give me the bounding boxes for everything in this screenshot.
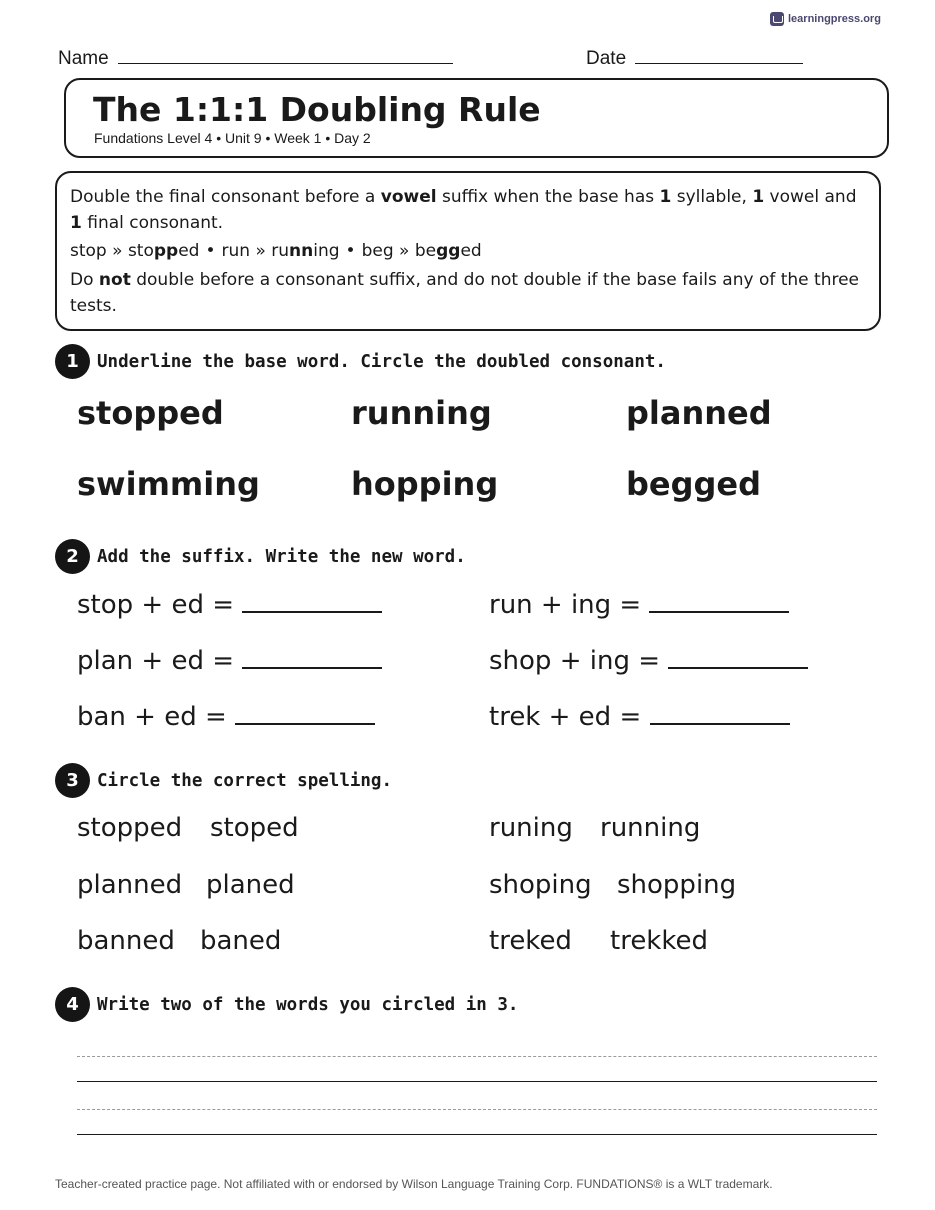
brand-name: learningpress.org (788, 13, 881, 25)
suffix-task: ban + ed = (77, 702, 375, 732)
date-label: Date (586, 48, 627, 69)
page-subtitle: Fundations Level 4 • Unit 9 • Week 1 • Day 2 (94, 130, 371, 146)
section-2-heading (55, 539, 466, 574)
title-box (64, 78, 889, 158)
answer-blank[interactable] (649, 591, 789, 613)
word-planned[interactable]: planned (626, 394, 772, 432)
spelling-option[interactable]: planed (206, 870, 295, 900)
section-4-instruction: Write two of the words you circled in 3. (97, 994, 519, 1015)
spelling-option[interactable]: baned (200, 926, 282, 956)
answer-blank[interactable] (235, 703, 375, 725)
spelling-option[interactable]: banned (77, 926, 175, 956)
suffix-task: shop + ing = (489, 646, 808, 676)
writing-guide-dashed (77, 1056, 877, 1057)
section-1-number: 1 (55, 344, 90, 379)
rule-box (55, 171, 881, 331)
section-3-number: 3 (55, 763, 90, 798)
brand-logo (770, 12, 881, 26)
section-2-number: 2 (55, 539, 90, 574)
section-3-heading (55, 763, 392, 798)
answer-blank[interactable] (668, 647, 808, 669)
suffix-task: plan + ed = (77, 646, 382, 676)
word-begged[interactable]: begged (626, 465, 762, 503)
answer-blank[interactable] (650, 703, 790, 725)
spelling-option[interactable]: runing (489, 813, 573, 843)
footer-disclaimer: Teacher-created practice page. Not affiliated with or endorsed by Wilson Language Training Corp. FUNDATIONS® is a WLT trademark. (55, 1177, 773, 1191)
rule-line-3: Do not double before a consonant suffix, and do not double if the base fails any of the three tests. (70, 270, 860, 316)
rule-line-1: Double the final consonant before a vowel suffix when the base has 1 syllable, 1 vowel and 1 final consonant. (70, 187, 857, 233)
writing-line[interactable] (77, 1081, 877, 1082)
section-1-heading (55, 344, 666, 379)
word-running[interactable]: running (351, 394, 492, 432)
example-run: run » running (221, 241, 340, 261)
page-title: The 1:1:1 Doubling Rule (93, 90, 541, 129)
section-4-number: 4 (55, 987, 90, 1022)
spelling-option[interactable]: shopping (617, 870, 737, 900)
spelling-option[interactable]: trekked (610, 926, 708, 956)
date-line[interactable] (635, 46, 803, 64)
answer-blank[interactable] (242, 591, 382, 613)
spelling-option[interactable]: shoping (489, 870, 592, 900)
name-field[interactable] (58, 46, 453, 70)
spelling-option[interactable]: stoped (210, 813, 299, 843)
section-3-instruction: Circle the correct spelling. (97, 770, 393, 791)
suffix-task: stop + ed = (77, 590, 382, 620)
word-hopping[interactable]: hopping (351, 465, 499, 503)
section-4-heading (55, 987, 518, 1022)
name-line[interactable] (118, 46, 453, 64)
spelling-option[interactable]: treked (489, 926, 572, 956)
writing-line[interactable] (77, 1134, 877, 1135)
spelling-option[interactable]: stopped (77, 813, 183, 843)
answer-blank[interactable] (242, 647, 382, 669)
suffix-task: run + ing = (489, 590, 789, 620)
rule-examples: stop » stopped • run » running • beg » begged (70, 241, 482, 261)
section-1-instruction: Underline the base word. Circle the doubled consonant. (97, 351, 666, 372)
suffix-task: trek + ed = (489, 702, 790, 732)
date-field[interactable] (586, 46, 803, 70)
example-stop: stop » stopped (70, 241, 200, 261)
name-label: Name (58, 48, 109, 69)
spelling-option[interactable]: planned (77, 870, 183, 900)
book-icon (770, 12, 784, 26)
word-swimming[interactable]: swimming (77, 465, 260, 503)
spelling-option[interactable]: running (600, 813, 701, 843)
word-stopped[interactable]: stopped (77, 394, 224, 432)
section-2-instruction: Add the suffix. Write the new word. (97, 546, 466, 567)
writing-guide-dashed (77, 1109, 877, 1110)
example-beg: beg » begged (361, 241, 482, 261)
